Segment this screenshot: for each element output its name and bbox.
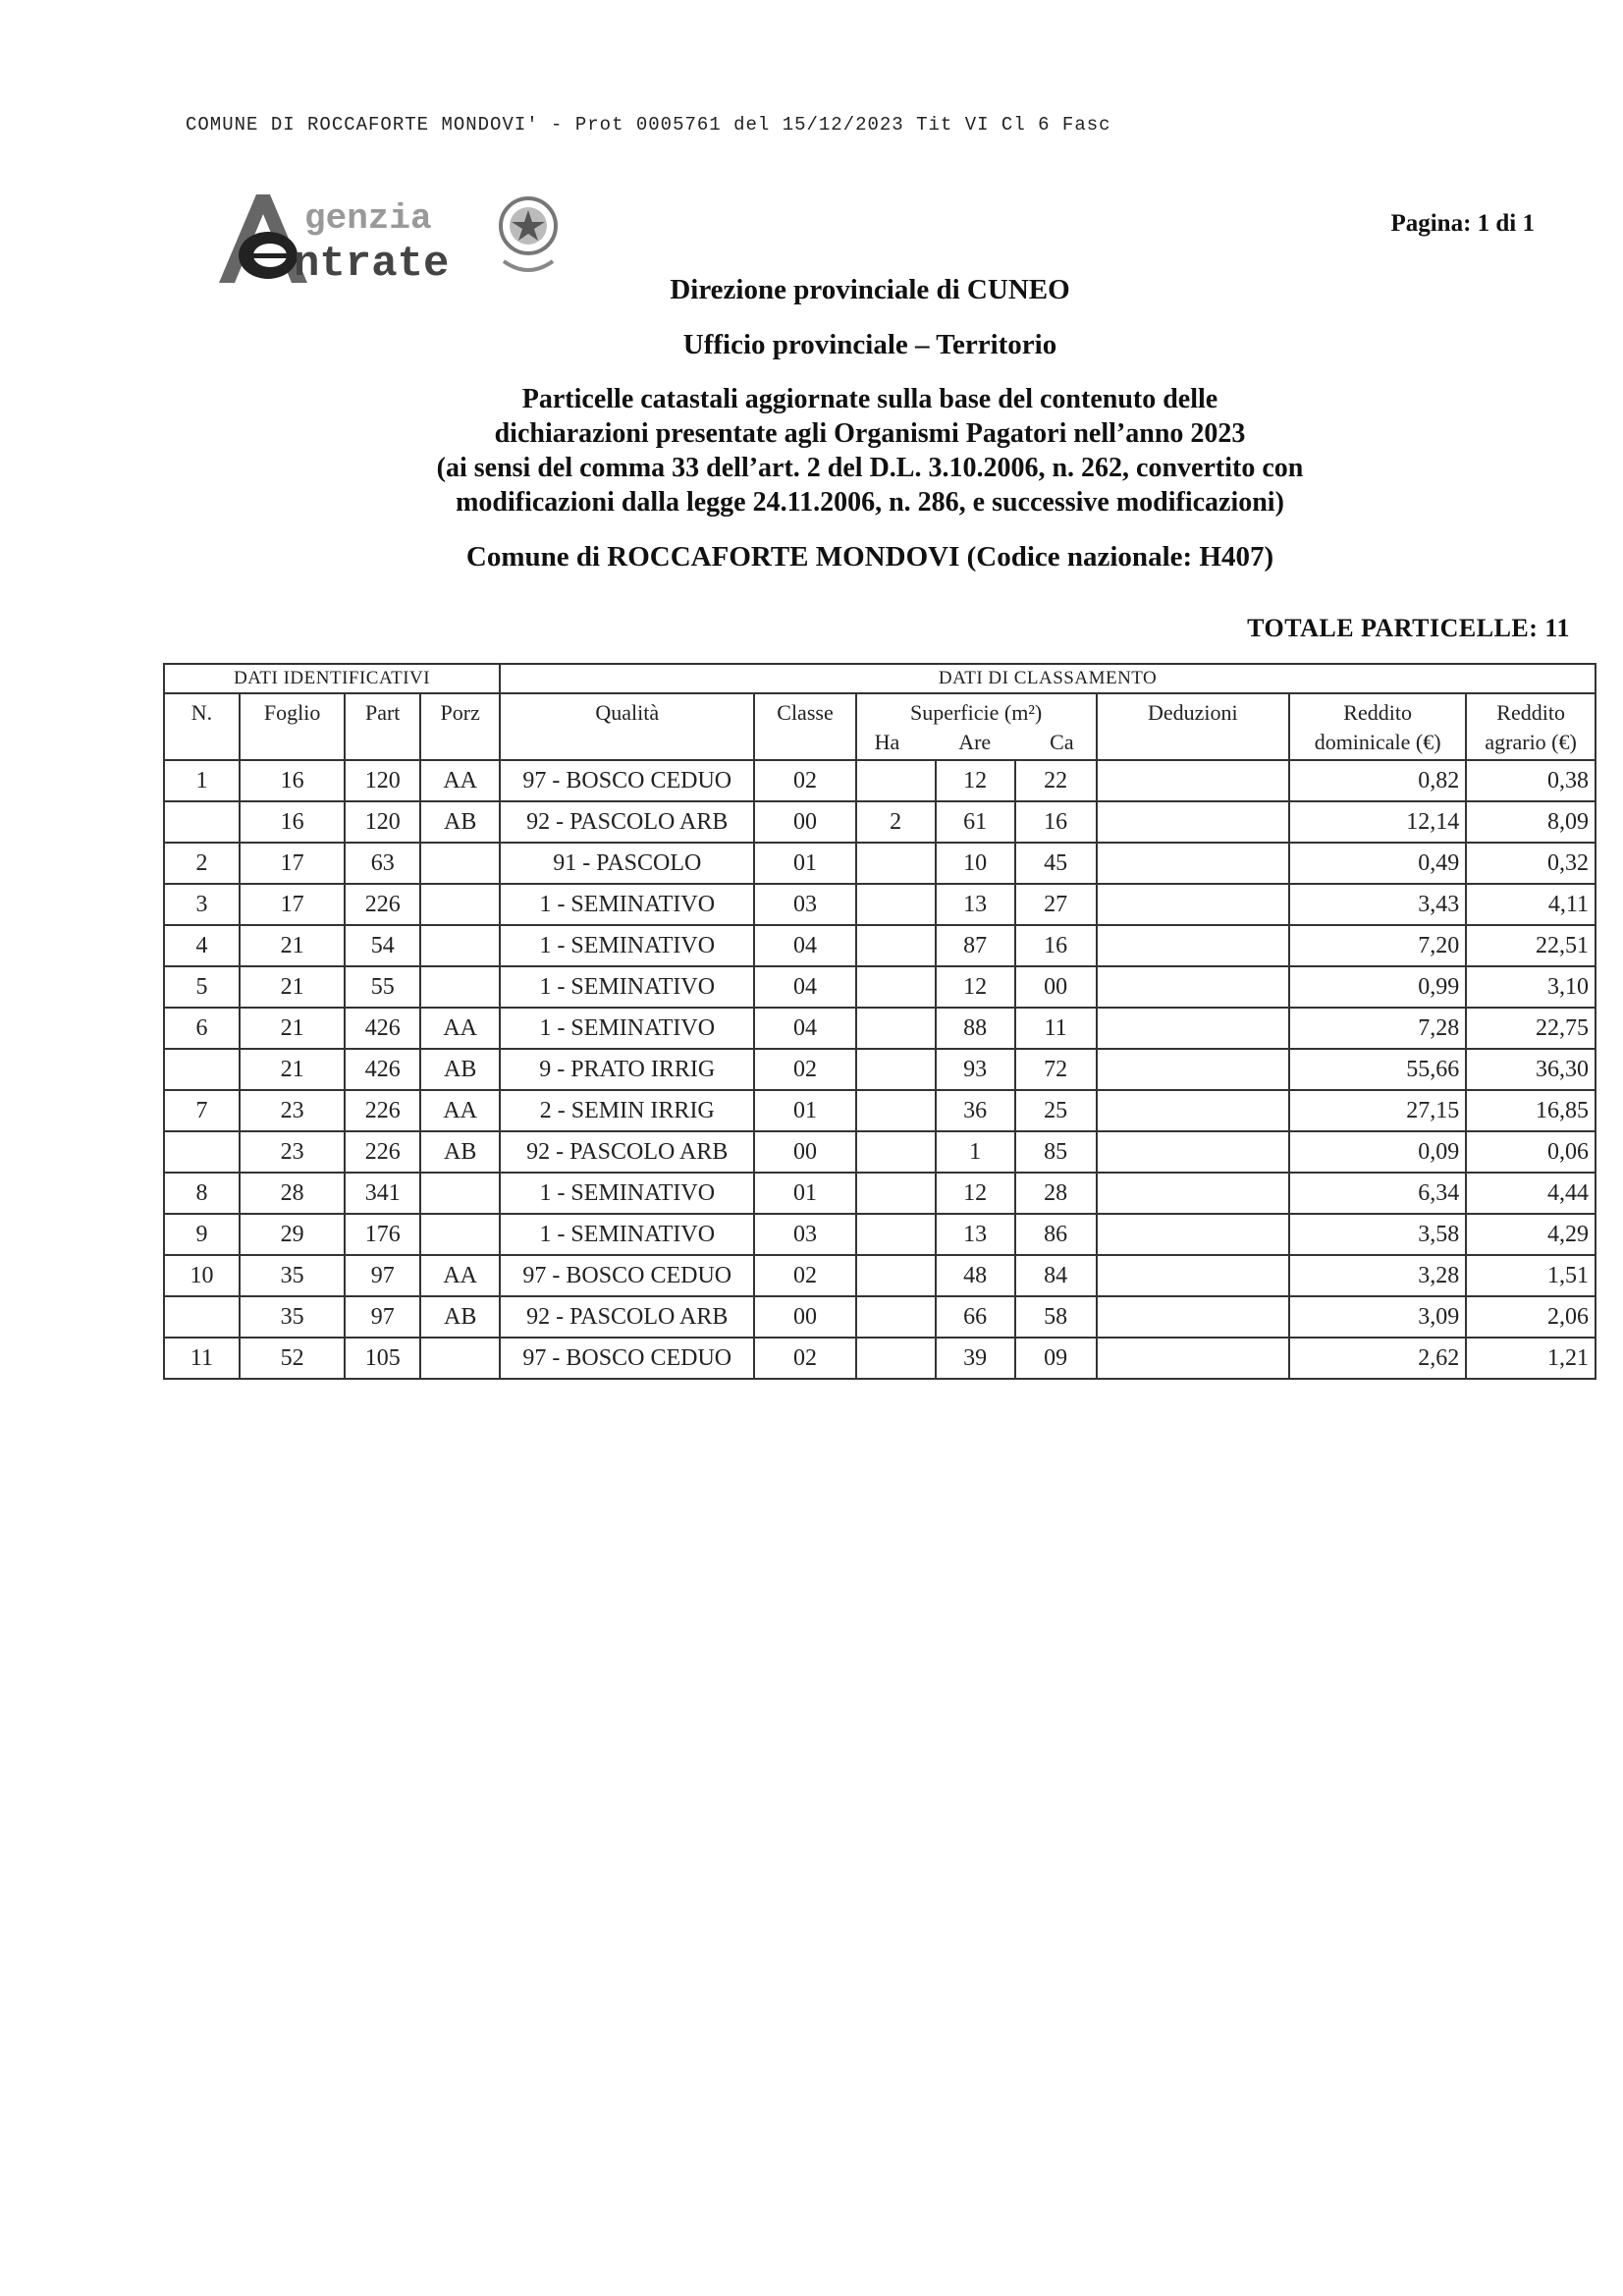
col-header-deduzioni: Deduzioni xyxy=(1097,693,1289,760)
cell-ca: 45 xyxy=(1015,843,1097,884)
cell-classe: 02 xyxy=(754,760,855,801)
table-row xyxy=(164,1131,1596,1173)
cell-qualita: 97 - BOSCO CEDUO xyxy=(500,760,754,801)
cell-agrario: 16,85 xyxy=(1466,1090,1596,1131)
cell-deduzioni xyxy=(1097,801,1289,843)
cell-are: 48 xyxy=(936,1255,1015,1296)
cell-qualita: 92 - PASCOLO ARB xyxy=(500,801,754,843)
cell-are: 13 xyxy=(936,1214,1015,1255)
cell-porz: AA xyxy=(420,1008,500,1049)
cell-ca: 09 xyxy=(1015,1338,1097,1379)
cell-dominicale: 27,15 xyxy=(1289,1090,1466,1131)
reddito-agrario-label-2: agrario (€) xyxy=(1485,730,1577,754)
cell-qualita: 1 - SEMINATIVO xyxy=(500,1173,754,1214)
cell-qualita: 1 - SEMINATIVO xyxy=(500,884,754,925)
cell-deduzioni xyxy=(1097,760,1289,801)
logo-text-ntrate: ntrate xyxy=(294,240,450,289)
col-header-part: Part xyxy=(345,693,420,760)
cell-porz xyxy=(420,1338,500,1379)
logo-text-genzia: genzia xyxy=(304,198,432,239)
cell-foglio: 21 xyxy=(240,1049,345,1090)
cell-ca: 28 xyxy=(1015,1173,1097,1214)
cell-qualita: 1 - SEMINATIVO xyxy=(500,1008,754,1049)
cell-n: 2 xyxy=(164,843,240,884)
table-row xyxy=(164,1173,1596,1214)
cell-ha xyxy=(856,1090,936,1131)
cell-ha xyxy=(856,1255,936,1296)
reddito-dominicale-label-1: Reddito xyxy=(1343,700,1412,725)
cell-n: 1 xyxy=(164,760,240,801)
table-row xyxy=(164,1008,1596,1049)
col-header-reddito-dominicale xyxy=(1289,693,1466,760)
table-body xyxy=(164,760,1596,1379)
cell-foglio: 21 xyxy=(240,925,345,966)
cell-foglio: 35 xyxy=(240,1296,345,1338)
cell-part: 54 xyxy=(345,925,420,966)
group-dati-classamento: DATI DI CLASSAMENTO xyxy=(500,664,1596,693)
cell-dominicale: 12,14 xyxy=(1289,801,1466,843)
cell-foglio: 16 xyxy=(240,801,345,843)
title-line: modificazioni dalla legge 24.11.2006, n. 286, e successive modificazioni) xyxy=(456,487,1284,518)
cell-porz: AA xyxy=(420,760,500,801)
totale-particelle: TOTALE PARTICELLE: 11 xyxy=(1247,614,1570,642)
cell-part: 120 xyxy=(345,801,420,843)
cell-classe: 04 xyxy=(754,925,855,966)
cell-ca: 84 xyxy=(1015,1255,1097,1296)
group-dati-identificativi: DATI IDENTIFICATIVI xyxy=(164,664,500,693)
cell-are: 13 xyxy=(936,884,1015,925)
cell-ca: 72 xyxy=(1015,1049,1097,1090)
cell-dominicale: 7,28 xyxy=(1289,1008,1466,1049)
cell-foglio: 17 xyxy=(240,843,345,884)
cell-foglio: 21 xyxy=(240,966,345,1008)
title-line: (ai sensi del comma 33 dell’art. 2 del D.L. 3.10.2006, n. 262, convertito con xyxy=(436,453,1304,483)
cell-ca: 11 xyxy=(1015,1008,1097,1049)
cell-agrario: 1,51 xyxy=(1466,1255,1596,1296)
cell-dominicale: 55,66 xyxy=(1289,1049,1466,1090)
cell-are: 12 xyxy=(936,760,1015,801)
cell-agrario: 4,44 xyxy=(1466,1173,1596,1214)
table-row xyxy=(164,925,1596,966)
cell-dominicale: 0,99 xyxy=(1289,966,1466,1008)
cell-classe: 02 xyxy=(754,1049,855,1090)
cell-agrario: 3,10 xyxy=(1466,966,1596,1008)
table-row xyxy=(164,760,1596,801)
cell-agrario: 0,06 xyxy=(1466,1131,1596,1173)
cell-deduzioni xyxy=(1097,1214,1289,1255)
col-header-qualita: Qualità xyxy=(500,693,754,760)
table-row xyxy=(164,1049,1596,1090)
cell-qualita: 1 - SEMINATIVO xyxy=(500,925,754,966)
cell-dominicale: 6,34 xyxy=(1289,1173,1466,1214)
cell-are: 12 xyxy=(936,1173,1015,1214)
cell-porz: AB xyxy=(420,1296,500,1338)
cell-deduzioni xyxy=(1097,1296,1289,1338)
cell-ha xyxy=(856,760,936,801)
cell-part: 426 xyxy=(345,1049,420,1090)
cell-foglio: 16 xyxy=(240,760,345,801)
cell-dominicale: 0,82 xyxy=(1289,760,1466,801)
cell-dominicale: 3,28 xyxy=(1289,1255,1466,1296)
cell-ha xyxy=(856,966,936,1008)
cell-foglio: 29 xyxy=(240,1214,345,1255)
reddito-dominicale-label-2: dominicale (€) xyxy=(1314,730,1441,754)
cell-agrario: 0,38 xyxy=(1466,760,1596,801)
cell-classe: 04 xyxy=(754,966,855,1008)
cell-are: 36 xyxy=(936,1090,1015,1131)
col-header-n: N. xyxy=(164,693,240,760)
col-header-foglio: Foglio xyxy=(240,693,345,760)
col-header-porz: Porz xyxy=(420,693,500,760)
cell-dominicale: 2,62 xyxy=(1289,1338,1466,1379)
table-row xyxy=(164,1090,1596,1131)
cell-ca: 58 xyxy=(1015,1296,1097,1338)
cell-agrario: 36,30 xyxy=(1466,1049,1596,1090)
cell-agrario: 1,21 xyxy=(1466,1338,1596,1379)
cell-n: 6 xyxy=(164,1008,240,1049)
superficie-label: Superficie (m²) xyxy=(909,700,1043,725)
document-title xyxy=(0,382,1623,519)
cell-n: 5 xyxy=(164,966,240,1008)
col-header-are: Are xyxy=(958,730,992,754)
cell-agrario: 4,11 xyxy=(1466,884,1596,925)
cell-part: 63 xyxy=(345,843,420,884)
cell-dominicale: 7,20 xyxy=(1289,925,1466,966)
cell-part: 55 xyxy=(345,966,420,1008)
ufficio-heading: Ufficio provinciale – Territorio xyxy=(682,329,1057,360)
cell-porz xyxy=(420,1214,500,1255)
cell-dominicale: 0,09 xyxy=(1289,1131,1466,1173)
cell-foglio: 17 xyxy=(240,884,345,925)
cell-porz: AA xyxy=(420,1090,500,1131)
cell-deduzioni xyxy=(1097,925,1289,966)
cell-n xyxy=(164,1296,240,1338)
cell-ha xyxy=(856,1131,936,1173)
cell-ha: 2 xyxy=(856,801,936,843)
cell-part: 176 xyxy=(345,1214,420,1255)
cell-qualita: 92 - PASCOLO ARB xyxy=(500,1131,754,1173)
cell-foglio: 23 xyxy=(240,1090,345,1131)
page-counter: Pagina: 1 di 1 xyxy=(1390,210,1535,237)
cell-foglio: 21 xyxy=(240,1008,345,1049)
cell-classe: 00 xyxy=(754,801,855,843)
table-row xyxy=(164,801,1596,843)
table-row xyxy=(164,1255,1596,1296)
cell-ha xyxy=(856,1008,936,1049)
cell-porz: AB xyxy=(420,801,500,843)
table-row xyxy=(164,1296,1596,1338)
cell-qualita: 2 - SEMIN IRRIG xyxy=(500,1090,754,1131)
cell-classe: 01 xyxy=(754,1090,855,1131)
cell-ca: 85 xyxy=(1015,1131,1097,1173)
cell-classe: 03 xyxy=(754,1214,855,1255)
cell-ha xyxy=(856,1049,936,1090)
title-line: dichiarazioni presentate agli Organismi Pagatori nell’anno 2023 xyxy=(494,418,1246,449)
cell-porz: AB xyxy=(420,1131,500,1173)
cell-deduzioni xyxy=(1097,1338,1289,1379)
cell-dominicale: 3,58 xyxy=(1289,1214,1466,1255)
direzione-heading: Direzione provinciale di CUNEO xyxy=(670,274,1070,305)
cell-ca: 16 xyxy=(1015,801,1097,843)
cell-ca: 27 xyxy=(1015,884,1097,925)
cell-n: 9 xyxy=(164,1214,240,1255)
cell-dominicale: 0,49 xyxy=(1289,843,1466,884)
cell-are: 10 xyxy=(936,843,1015,884)
col-header-ha: Ha xyxy=(874,730,900,754)
cell-dominicale: 3,43 xyxy=(1289,884,1466,925)
cell-foglio: 23 xyxy=(240,1131,345,1173)
cell-ha xyxy=(856,1173,936,1214)
cell-agrario: 8,09 xyxy=(1466,801,1596,843)
comune-heading: Comune di ROCCAFORTE MONDOVI (Codice nazionale: H407) xyxy=(465,541,1274,573)
cell-ca: 25 xyxy=(1015,1090,1097,1131)
cell-are: 61 xyxy=(936,801,1015,843)
cell-part: 226 xyxy=(345,1090,420,1131)
col-header-reddito-agrario xyxy=(1466,693,1596,760)
cell-are: 87 xyxy=(936,925,1015,966)
cell-part: 226 xyxy=(345,884,420,925)
cell-classe: 00 xyxy=(754,1131,855,1173)
cell-are: 1 xyxy=(936,1131,1015,1173)
table-row xyxy=(164,884,1596,925)
cell-are: 39 xyxy=(936,1338,1015,1379)
cell-porz xyxy=(420,843,500,884)
cell-are: 66 xyxy=(936,1296,1015,1338)
cell-n: 10 xyxy=(164,1255,240,1296)
cell-foglio: 35 xyxy=(240,1255,345,1296)
cell-part: 226 xyxy=(345,1131,420,1173)
cell-deduzioni xyxy=(1097,966,1289,1008)
cell-n: 7 xyxy=(164,1090,240,1131)
cell-part: 97 xyxy=(345,1296,420,1338)
table-row xyxy=(164,843,1596,884)
cell-agrario: 0,32 xyxy=(1466,843,1596,884)
col-header-classe: Classe xyxy=(754,693,855,760)
cell-deduzioni xyxy=(1097,1131,1289,1173)
cell-classe: 02 xyxy=(754,1255,855,1296)
cell-agrario: 4,29 xyxy=(1466,1214,1596,1255)
col-header-ca: Ca xyxy=(1050,730,1074,754)
cell-n: 4 xyxy=(164,925,240,966)
cell-ha xyxy=(856,1338,936,1379)
cell-classe: 00 xyxy=(754,1296,855,1338)
cell-n xyxy=(164,1131,240,1173)
cell-classe: 01 xyxy=(754,1173,855,1214)
cell-foglio: 52 xyxy=(240,1338,345,1379)
cell-qualita: 97 - BOSCO CEDUO xyxy=(500,1255,754,1296)
cell-classe: 01 xyxy=(754,843,855,884)
cell-deduzioni xyxy=(1097,1090,1289,1131)
cell-foglio: 28 xyxy=(240,1173,345,1214)
table-row xyxy=(164,966,1596,1008)
cell-ca: 16 xyxy=(1015,925,1097,966)
cell-qualita: 97 - BOSCO CEDUO xyxy=(500,1338,754,1379)
cell-porz xyxy=(420,1173,500,1214)
cell-n: 11 xyxy=(164,1338,240,1379)
cell-porz xyxy=(420,925,500,966)
cell-deduzioni xyxy=(1097,1049,1289,1090)
cell-qualita: 92 - PASCOLO ARB xyxy=(500,1296,754,1338)
cell-classe: 03 xyxy=(754,884,855,925)
cell-qualita: 9 - PRATO IRRIG xyxy=(500,1049,754,1090)
cell-deduzioni xyxy=(1097,1008,1289,1049)
cell-part: 105 xyxy=(345,1338,420,1379)
cell-ca: 86 xyxy=(1015,1214,1097,1255)
cell-qualita: 1 - SEMINATIVO xyxy=(500,966,754,1008)
cell-ha xyxy=(856,1296,936,1338)
cell-classe: 04 xyxy=(754,1008,855,1049)
particelle-table xyxy=(163,663,1596,1380)
cell-classe: 02 xyxy=(754,1338,855,1379)
cell-qualita: 1 - SEMINATIVO xyxy=(500,1214,754,1255)
cell-ca: 00 xyxy=(1015,966,1097,1008)
reddito-agrario-label-1: Reddito xyxy=(1496,700,1565,725)
cell-agrario: 22,75 xyxy=(1466,1008,1596,1049)
cell-porz: AB xyxy=(420,1049,500,1090)
cell-agrario: 2,06 xyxy=(1466,1296,1596,1338)
cell-ca: 22 xyxy=(1015,760,1097,801)
cell-deduzioni xyxy=(1097,1255,1289,1296)
title-line: Particelle catastali aggiornate sulla base del contenuto delle xyxy=(521,384,1218,414)
cell-ha xyxy=(856,843,936,884)
cell-part: 120 xyxy=(345,760,420,801)
cell-n xyxy=(164,1049,240,1090)
cell-n: 8 xyxy=(164,1173,240,1214)
cell-part: 426 xyxy=(345,1008,420,1049)
col-header-superficie xyxy=(856,693,1097,760)
cell-n: 3 xyxy=(164,884,240,925)
cell-n xyxy=(164,801,240,843)
cell-deduzioni xyxy=(1097,843,1289,884)
cell-ha xyxy=(856,1214,936,1255)
cell-dominicale: 3,09 xyxy=(1289,1296,1466,1338)
cell-agrario: 22,51 xyxy=(1466,925,1596,966)
cell-porz: AA xyxy=(420,1255,500,1296)
cell-ha xyxy=(856,884,936,925)
cell-are: 12 xyxy=(936,966,1015,1008)
table-row xyxy=(164,1214,1596,1255)
cell-are: 93 xyxy=(936,1049,1015,1090)
protocol-stamp: COMUNE DI ROCCAFORTE MONDOVI' - Prot 0005761 del 15/12/2023 Tit VI Cl 6 Fasc xyxy=(186,114,1111,136)
cell-deduzioni xyxy=(1097,884,1289,925)
cell-porz xyxy=(420,884,500,925)
cell-qualita: 91 - PASCOLO xyxy=(500,843,754,884)
cell-deduzioni xyxy=(1097,1173,1289,1214)
cell-part: 341 xyxy=(345,1173,420,1214)
cell-are: 88 xyxy=(936,1008,1015,1049)
table-row xyxy=(164,1338,1596,1379)
cell-ha xyxy=(856,925,936,966)
cell-part: 97 xyxy=(345,1255,420,1296)
cell-porz xyxy=(420,966,500,1008)
